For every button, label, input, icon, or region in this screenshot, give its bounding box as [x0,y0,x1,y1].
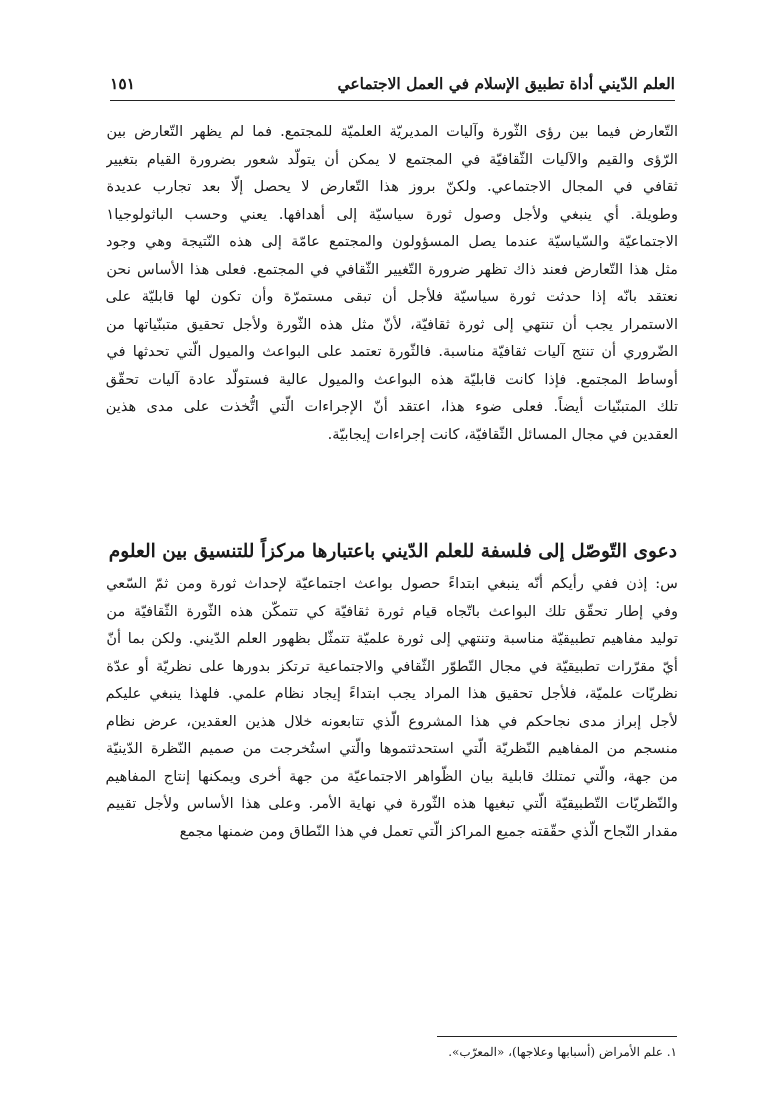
text-line: نظريّات علميّة، فلأجل تحقيق هذا المراد يجب ابتداءً إيجاد نظام علمي. فلهذا ينبغي عليكم [106,685,678,702]
text-line: مثل هذا التّعارض فعند ذاك تظهر ضرورة التّغيير الثّقافي في المجتمع. فعلى هذا الأساس نحن [106,260,678,278]
text-line: نعتقد بانّه إذا حدثت ثورة سياسيّة فلأجل أن تبقى مستمرّة وأن تكون لها قابليّة على [106,288,678,305]
running-title: العلم الدّيني أداة تطبيق الإسلام في العمل الاجتماعي [337,74,675,93]
text-line: من جهة، والّتي تمتلك قابلية بيان الظّواهر الاجتماعيّة من جهة أخرى ويمكنها إنتاج المفاهيم [106,767,678,785]
text-line: منسجم من المفاهيم النّظريّة الّتي استحدثتموها والّتي استُخرجت من صميم النّظرة الدّينيّة [106,740,678,757]
paragraph-1 [106,118,678,448]
paragraph-2 [106,570,678,845]
text-line: الاجتماعيّة والسّياسيّة عندما يصل المسؤولون والمجتمع عامّة إلى هذه النّتيجة وهي وجود [106,233,678,250]
text-line: س: إذن ففي رأيكم أنّه ينبغي ابتداءً حصول بواعث اجتماعيّة لإحداث ثورة ومن ثمّ السّعي [106,575,678,592]
text-line: ثقافي في المجال الاجتماعي. ولكنّ بروز هذا التّعارض لا يحصل إلّا بعد تجارب عديدة [106,178,678,195]
page-number: ١٥١ [110,74,135,93]
text-line: لأجل إبراز مدى نجاحكم في هذا المشروع الّذي تتابعونه خلال هذين العقدين، عرض نظام [106,712,678,730]
text-line: والنّظريّات التّطبيقيّة الّتي تبغيها هذه الثّورة في نهاية الأمر. وعلى هذا الأساس ولأجل تقييم [106,795,678,812]
footnote-divider [437,1036,677,1037]
footnote: ١. علم الأمراض (أسبابها وعلاجها)، «المعرّب». [448,1045,677,1059]
text-line: أوساط المجتمع. فإذا كانت قابليّة هذه البواعث والميول عالية فستولّد عادة آليات تحقّق [106,370,678,388]
text-line: الاستمرار يجب أن تنتهي إلى ثورة ثقافيّة، لأنّ مثل هذه الثّورة ولأجل تحقيق متبنّياتها من [106,315,678,333]
text-line: تلك المتبنّيات أيضاً. فعلى ضوء هذا، اعتقد أنّ الإجراءات الّتي اتُّخذت على مدى هذين [106,398,678,415]
section-heading: دعوى التّوصّل إلى فلسفة للعلم الدّيني باعتبارها مركزاً للتنسيق بين العلوم [108,541,677,562]
text-line: العقدين في مجال المسائل الثّقافيّة، كانت إجراءات إيجابيّة. [327,425,678,443]
text-line: الرّؤى والقيم والآليات الثّقافيّة في المجتمع لا يمكن أن يتولّد شعور بضرورة القيام بتغيير [106,150,678,168]
text-line: الضّروري أن تنتج آليات ثقافيّة مناسبة. فالثّورة تعتمد على البواعث والميول الّتي تحدثها في [106,343,678,360]
text-line: أيّ مقرّرات تطبيقيّة في مجال التّطوّر الثّقافي والاجتماعية ترتكز بدورها على نظريّة أو عدّة [106,657,678,675]
text-line: مقدار النّجاح الّذي حقّقته جميع المراكز الّتي تعمل في هذا النّطاق ومن ضمنها مجمع [179,822,678,840]
text-line: توليد مفاهيم تطبيقيّة مناسبة وتنتهي إلى ثورة علميّة تتمثّل بظهور العلم الدّيني. ولكن بما أنّ [106,630,678,647]
page-header [110,72,675,101]
text-line: وطويلة. أي ينبغي ولأجل وصول ثورة سياسيّة إلى أهدافها. يعني وحسب الباثولوجيا١ [106,205,678,223]
text-line: التّعارض فيما بين رؤى الثّورة وآليات المديريّة العلميّة للمجتمع. فما لم يظهر التّعارض بين [106,123,678,140]
text-line: وفي إطار تحقّق تلك البواعث باتّجاه قيام ثورة ثقافيّة كي تتمكّن هذه الثّورة الثّقافيّة من [106,602,678,620]
